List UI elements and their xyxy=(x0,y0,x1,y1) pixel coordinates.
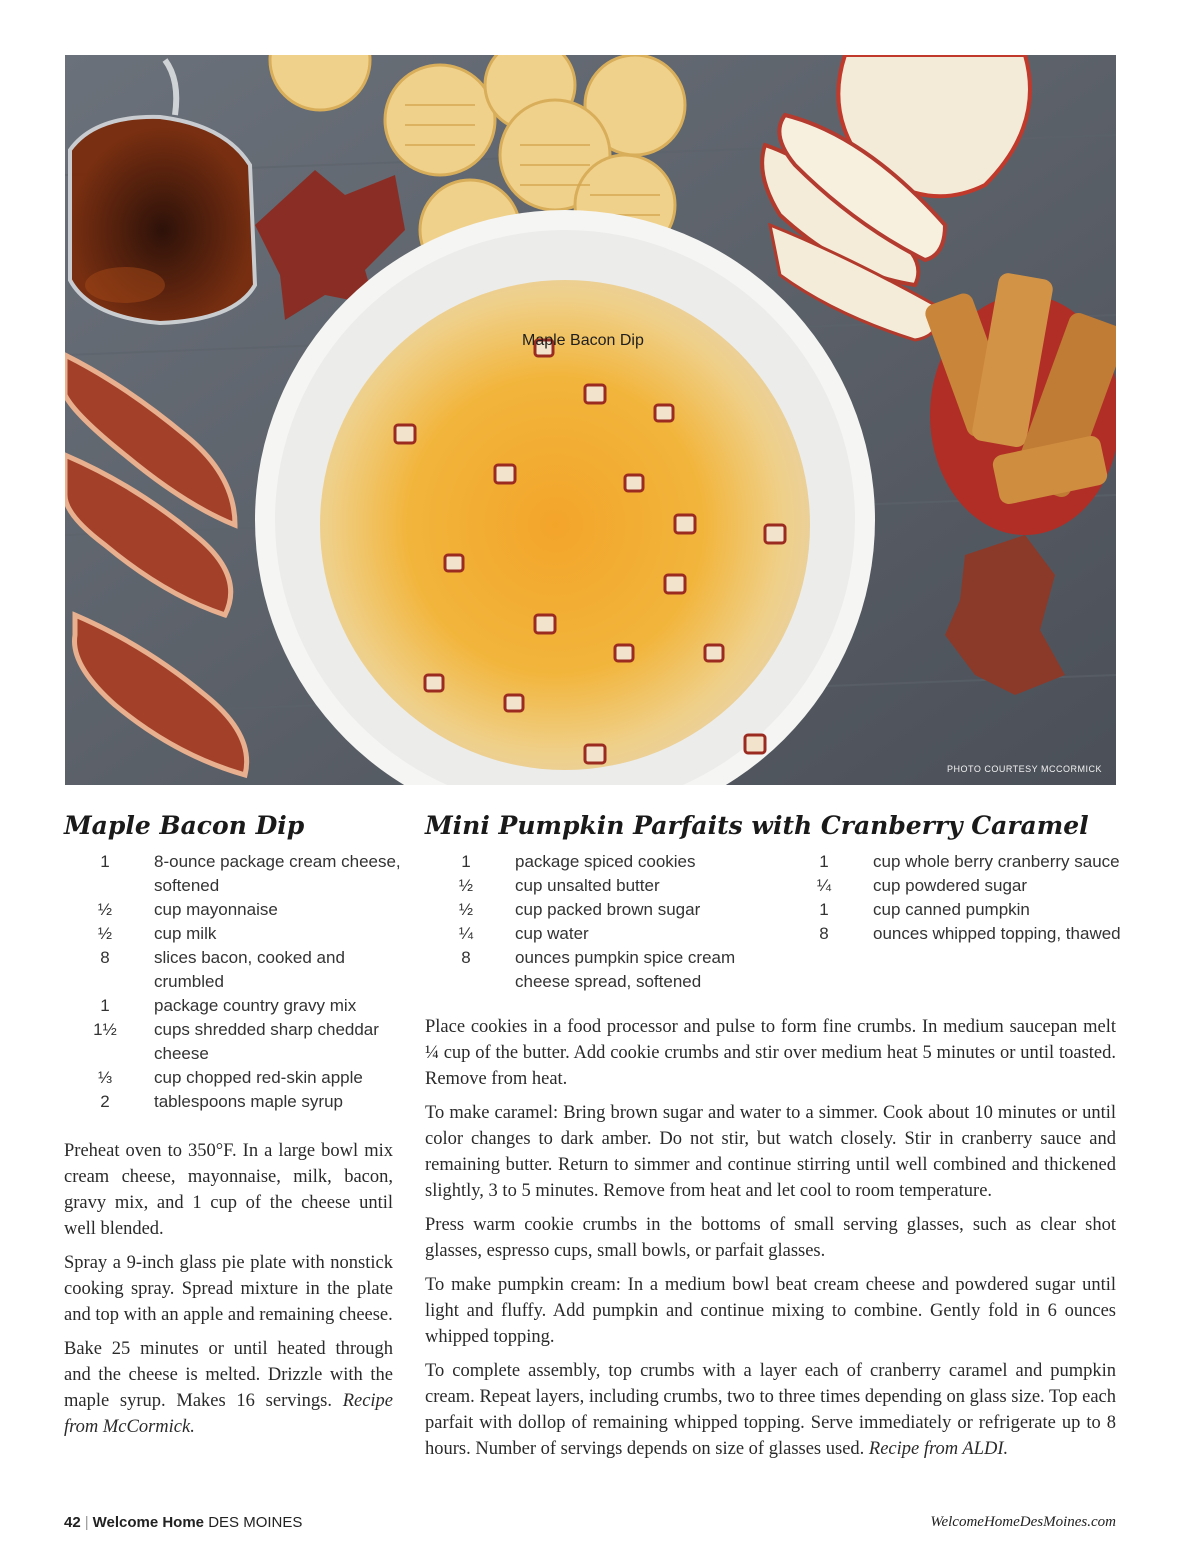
ingredient-name: tablespoons maple syrup xyxy=(154,1092,344,1111)
recipe-photo xyxy=(65,55,1116,785)
direction-paragraph xyxy=(425,1358,1116,1462)
direction-paragraph: Spray a 9-inch glass pie plate with nonstick cooking spray. Spread mixture in the plate and top with an apple and remaining cheese. xyxy=(64,1253,393,1325)
ingredient-quantity: 1 xyxy=(819,852,829,871)
ingredient-item xyxy=(442,922,772,946)
magazine-city: DES MOINES xyxy=(208,1514,303,1531)
directions-maple-bacon-dip xyxy=(64,1138,393,1448)
direction-text: Bake 25 minutes or until heated through and the cheese is melted. Drizzle with the maple syrup. Makes 16 servings. xyxy=(64,1339,393,1411)
ingredient-item xyxy=(800,922,1130,946)
direction-paragraph xyxy=(64,1336,393,1440)
page-footer xyxy=(64,1514,302,1531)
ingredient-item xyxy=(442,874,772,898)
ingredient-item xyxy=(81,1018,411,1066)
ingredient-name: 8-ounce package cream cheese, softened xyxy=(154,852,401,895)
ingredient-quantity: 8 xyxy=(100,948,110,967)
ingredient-item xyxy=(442,946,772,994)
ingredient-quantity: ½ xyxy=(97,924,113,943)
ingredient-quantity: 8 xyxy=(461,948,471,967)
photo-caption: Maple Bacon Dip xyxy=(522,332,644,349)
ingredient-item xyxy=(81,898,411,922)
ingredient-name: cup packed brown sugar xyxy=(515,900,701,919)
ingredient-name: cup milk xyxy=(154,924,217,943)
ingredient-name: package spiced cookies xyxy=(515,852,696,871)
ingredient-name: slices bacon, cooked and crumbled xyxy=(154,948,345,991)
ingredient-item xyxy=(81,946,411,994)
ingredient-item xyxy=(81,994,411,1018)
ingredient-item xyxy=(81,1090,411,1114)
ingredient-quantity: ¼ xyxy=(458,924,474,943)
website-link[interactable]: WelcomeHomeDesMoines.com xyxy=(930,1514,1116,1530)
ingredient-list-parfaits-col2 xyxy=(800,850,1130,946)
recipe-title-pumpkin-parfaits: Mini Pumpkin Parfaits with Cranberry Caramel xyxy=(425,811,1089,840)
ingredient-item xyxy=(800,850,1130,874)
ingredient-quantity: 1 xyxy=(100,852,110,871)
directions-pumpkin-parfaits xyxy=(425,1014,1116,1470)
ingredient-name: ounces whipped topping, thawed xyxy=(873,924,1121,943)
footer-separator: | xyxy=(84,1514,89,1531)
page-number: 42 xyxy=(64,1514,81,1531)
ingredient-name: cup water xyxy=(515,924,589,943)
ingredient-item xyxy=(442,898,772,922)
direction-text: To complete assembly, top crumbs with a layer each of cranberry caramel and pumpkin cream. Repeat layers, including crumbs, two to three times depending on glass size. Top each parfait with dollop of remaining whipped topping. Serve immediately or refrigerate up to 8 hours. Number of servings depends on size of glasses used. xyxy=(425,1361,1116,1459)
ingredient-item xyxy=(81,922,411,946)
recipe-title-maple-bacon-dip: Maple Bacon Dip xyxy=(64,811,305,840)
ingredient-quantity: 1 xyxy=(461,852,471,871)
ingredient-quantity: 1 xyxy=(100,996,110,1015)
ingredient-quantity: 8 xyxy=(819,924,829,943)
direction-paragraph: Place cookies in a food processor and pulse to form fine crumbs. In medium saucepan melt ¼ cup of the butter. Add cookie crumbs and stir over medium heat 5 minutes or until toasted. Remove from heat. xyxy=(425,1017,1116,1089)
direction-paragraph: To make pumpkin cream: In a medium bowl beat cream cheese and powdered sugar until light and fluffy. Add pumpkin and continue mixing to combine. Gently fold in 6 ounces whipped topping. xyxy=(425,1275,1116,1347)
ingredient-quantity: ½ xyxy=(97,900,113,919)
direction-paragraph: Preheat oven to 350°F. In a large bowl mix cream cheese, mayonnaise, milk, bacon, gravy mix, and 1 cup of the cheese until well blended. xyxy=(64,1141,393,1239)
ingredient-name: package country gravy mix xyxy=(154,996,357,1015)
direction-paragraph: Press warm cookie crumbs in the bottoms of small serving glasses, such as clear shot glasses, espresso cups, small bowls, or parfait glasses. xyxy=(425,1215,1116,1261)
recipe-credit: Recipe from ALDI. xyxy=(868,1439,1009,1459)
ingredient-name: ounces pumpkin spice cream cheese spread, softened xyxy=(515,948,736,991)
ingredient-name: cup unsalted butter xyxy=(515,876,660,895)
ingredient-quantity: ⅓ xyxy=(97,1068,113,1087)
ingredient-quantity: ¼ xyxy=(816,876,832,895)
ingredient-item xyxy=(81,850,411,898)
ingredient-name: cup chopped red-skin apple xyxy=(154,1068,363,1087)
ingredient-item xyxy=(442,850,772,874)
ingredient-list-maple-bacon-dip xyxy=(81,850,411,1114)
direction-paragraph: To make caramel: Bring brown sugar and water to a simmer. Cook about 10 minutes or until color changes to dark amber. Do not stir, but watch closely. Stir in cranberry sauce and remaining butter. Return to simmer and continue stirring until well combined and thickened slightly, 3 to 5 minutes. Remove from heat and let cool to room temperature. xyxy=(425,1103,1116,1201)
ingredient-list-parfaits-col1 xyxy=(442,850,772,994)
recipe-credit: Recipe from McCormick. xyxy=(64,1391,394,1437)
photo-credit: PHOTO COURTESY MCCORMICK xyxy=(946,764,1102,774)
ingredient-quantity: 2 xyxy=(100,1092,110,1111)
ingredient-quantity: ½ xyxy=(458,876,474,895)
magazine-brand: Welcome Home xyxy=(92,1514,205,1531)
ingredient-name: cup whole berry cranberry sauce xyxy=(873,852,1120,871)
ingredient-quantity: 1½ xyxy=(93,1020,117,1039)
ingredient-item xyxy=(800,874,1130,898)
ingredient-item xyxy=(800,898,1130,922)
ingredient-name: cup mayonnaise xyxy=(154,900,278,919)
ingredient-quantity: 1 xyxy=(819,900,829,919)
ingredient-name: cups shredded sharp cheddar cheese xyxy=(154,1020,379,1063)
ingredient-quantity: ½ xyxy=(458,900,474,919)
ingredient-name: cup canned pumpkin xyxy=(873,900,1030,919)
food-photo-illustration xyxy=(65,55,1116,785)
ingredient-item xyxy=(81,1066,411,1090)
ingredient-name: cup powdered sugar xyxy=(873,876,1028,895)
